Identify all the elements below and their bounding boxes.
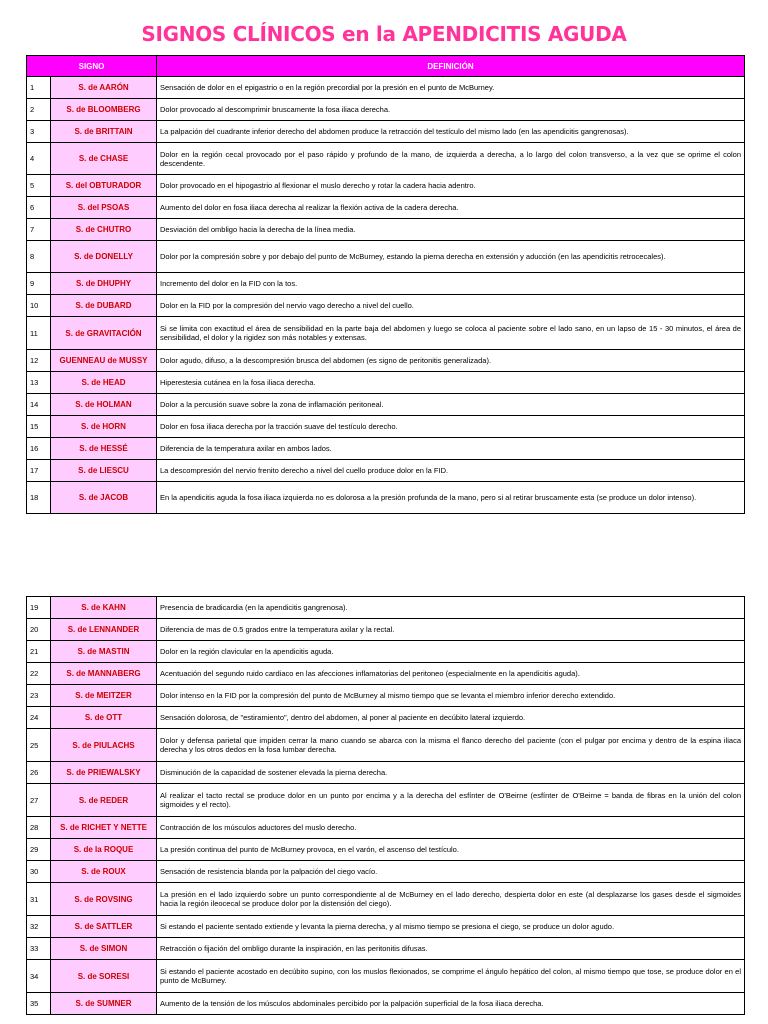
table-row: [27, 143, 745, 175]
sign-name: S. de AARÓN: [51, 77, 157, 99]
sign-definition: Al realizar el tacto rectal se produce dolor en un punto por encima y a la derecha del esfínter de O'Beirne (esfínter de O'Beirne = banda de fibras en la unión del colon sigmoides y el recto).: [157, 784, 745, 817]
sign-definition: Dolor por la compresión sobre y por debajo del punto de McBurney, estando la pierna derecha en extensión y aducción (en las apendicitis retrocecales).: [157, 241, 745, 273]
sign-name: S. de MASTIN: [51, 641, 157, 663]
sign-name: S. de MEITZER: [51, 685, 157, 707]
row-number: 16: [27, 438, 51, 460]
table-row: [27, 438, 745, 460]
row-number: 5: [27, 175, 51, 197]
sign-name: S. de CHUTRO: [51, 219, 157, 241]
sign-definition: Dolor provocado al descomprimir bruscamente la fosa iliaca derecha.: [157, 99, 745, 121]
header-definicion: DEFINICIÓN: [157, 56, 745, 77]
table-row: [27, 197, 745, 219]
table-row: [27, 175, 745, 197]
table-row: [27, 241, 745, 273]
sign-name: S. de RICHET Y NETTE: [51, 817, 157, 839]
row-number: 11: [27, 317, 51, 350]
sign-name: S. de DUBARD: [51, 295, 157, 317]
table-row: [27, 295, 745, 317]
row-number: 31: [27, 883, 51, 916]
row-number: 33: [27, 938, 51, 960]
table-row: [27, 619, 745, 641]
sign-name: GUENNEAU de MUSSY: [51, 350, 157, 372]
sign-definition: Retracción o fijación del ombligo durante la inspiración, en las peritonitis difusas.: [157, 938, 745, 960]
row-number: 15: [27, 416, 51, 438]
sign-definition: Dolor en la región clavicular en la apendicitis aguda.: [157, 641, 745, 663]
sign-definition: Contracción de los músculos aductores del muslo derecho.: [157, 817, 745, 839]
row-number: 14: [27, 394, 51, 416]
page-title: SIGNOS CLÍNICOS en la APENDICITIS AGUDA: [141, 22, 627, 46]
row-number: 27: [27, 784, 51, 817]
sign-name: S. de DONELLY: [51, 241, 157, 273]
row-number: 28: [27, 817, 51, 839]
sign-name: S. de DHUPHY: [51, 273, 157, 295]
sign-definition: Aumento de la tensión de los músculos abdominales percibido por la palpación superficial de la fosa iliaca derecha.: [157, 993, 745, 1015]
sign-name: S. de HESSÉ: [51, 438, 157, 460]
sign-definition: La descompresión del nervio frenito derecho a nivel del cuello produce dolor en la FID.: [157, 460, 745, 482]
sign-definition: Hiperestesia cutánea en la fosa iliaca derecha.: [157, 372, 745, 394]
sign-definition: Dolor intenso en la FID por la compresión del punto de McBurney al mismo tiempo que se levanta el miembro inferior derecho extendido.: [157, 685, 745, 707]
table-row: [27, 641, 745, 663]
row-number: 24: [27, 707, 51, 729]
table-row: [27, 663, 745, 685]
sign-name: S. del OBTURADOR: [51, 175, 157, 197]
row-number: 1: [27, 77, 51, 99]
table-row: [27, 597, 745, 619]
sign-definition: Dolor en la región cecal provocado por el paso rápido y profundo de la mano, de izquierda a derecha, a lo largo del colon transverso, a la vez que se oprime el colon descendente.: [157, 143, 745, 175]
signs-table-1-body: [27, 77, 745, 514]
sign-name: S. de HOLMAN: [51, 394, 157, 416]
sign-definition: La presión continua del punto de McBurney provoca, en el varón, el ascenso del testículo.: [157, 839, 745, 861]
sign-definition: Dolor y defensa parietal que impiden cerrar la mano cuando se abarca con la misma el flanco derecho del paciente (con el pulgar por encima y dentro de la espina iliaca derecha y los otros dedos en la fosa lumbar derecha.: [157, 729, 745, 762]
sign-name: S. de HEAD: [51, 372, 157, 394]
row-number: 29: [27, 839, 51, 861]
sign-definition: Dolor a la percusión suave sobre la zona de inflamación peritoneal.: [157, 394, 745, 416]
row-number: 30: [27, 861, 51, 883]
row-number: 19: [27, 597, 51, 619]
sign-definition: Si estando el paciente sentado extiende y levanta la pierna derecha, y al mismo tiempo se presiona el ciego, se produce un dolor agudo.: [157, 916, 745, 938]
row-number: 34: [27, 960, 51, 993]
sign-name: S. de HORN: [51, 416, 157, 438]
sign-name: S. de BRITTAIN: [51, 121, 157, 143]
table-row: [27, 219, 745, 241]
table-row: [27, 883, 745, 916]
table-row: [27, 460, 745, 482]
sign-name: S. de PRIEWALSKY: [51, 762, 157, 784]
row-number: 20: [27, 619, 51, 641]
table-row: [27, 394, 745, 416]
table-row: [27, 350, 745, 372]
table-row: [27, 372, 745, 394]
sign-definition: Dolor en la FID por la compresión del nervio vago derecho a nivel del cuello.: [157, 295, 745, 317]
row-number: 22: [27, 663, 51, 685]
row-number: 10: [27, 295, 51, 317]
table-row: [27, 77, 745, 99]
table-row: [27, 784, 745, 817]
table-row: [27, 273, 745, 295]
sign-definition: Dolor en fosa iliaca derecha por la tracción suave del testículo derecho.: [157, 416, 745, 438]
row-number: 4: [27, 143, 51, 175]
sign-name: S. de LIESCU: [51, 460, 157, 482]
sign-name: S. de GRAVITACIÓN: [51, 317, 157, 350]
sign-definition: Dolor provocado en el hipogastrio al flexionar el muslo derecho y rotar la cadera hacia adentro.: [157, 175, 745, 197]
sign-name: S. de MANNABERG: [51, 663, 157, 685]
sign-definition: La presión en el lado izquierdo sobre un punto correspondiente al de McBurney en el lado derecho, despierta dolor en este (al desplazarse los gases desde el sigmoides hacia la región ileocecal se produce dolor por la distensión del ciego).: [157, 883, 745, 916]
signs-table-2-body: [27, 597, 745, 1015]
sign-name: S. de SORESI: [51, 960, 157, 993]
table-row: [27, 817, 745, 839]
row-number: 7: [27, 219, 51, 241]
sign-name: S. de ROUX: [51, 861, 157, 883]
row-number: 26: [27, 762, 51, 784]
sign-definition: Dolor agudo, difuso, a la descompresión brusca del abdomen (es signo de peritonitis generalizada).: [157, 350, 745, 372]
table-row: [27, 685, 745, 707]
row-number: 17: [27, 460, 51, 482]
row-number: 2: [27, 99, 51, 121]
signs-table-2: [26, 596, 745, 1015]
sign-name: S. de KAHN: [51, 597, 157, 619]
row-number: 8: [27, 241, 51, 273]
table-row: [27, 707, 745, 729]
table-row: [27, 482, 745, 514]
sign-definition: La palpación del cuadrante inferior derecho del abdomen produce la retracción del testículo del mismo lado (en las apendicitis gangrenosas).: [157, 121, 745, 143]
table-row: [27, 317, 745, 350]
sign-definition: Sensación de dolor en el epigastrio o en la región precordial por la presión en el punto de McBurney.: [157, 77, 745, 99]
sign-definition: Desviación del ombligo hacia la derecha de la línea media.: [157, 219, 745, 241]
sign-name: S. de SUMNER: [51, 993, 157, 1015]
sign-name: S. de SIMON: [51, 938, 157, 960]
sign-definition: Sensación de resistencia blanda por la palpación del ciego vacío.: [157, 861, 745, 883]
sign-name: S. de JACOB: [51, 482, 157, 514]
table-row: [27, 762, 745, 784]
table-row: [27, 99, 745, 121]
table-row: [27, 729, 745, 762]
row-number: 35: [27, 993, 51, 1015]
table-row: [27, 938, 745, 960]
row-number: 32: [27, 916, 51, 938]
sign-name: S. de SATTLER: [51, 916, 157, 938]
sign-name: S. de BLOOMBERG: [51, 99, 157, 121]
row-number: 12: [27, 350, 51, 372]
sign-definition: Presencia de bradicardia (en la apendicitis gangrenosa).: [157, 597, 745, 619]
table-row: [27, 416, 745, 438]
row-number: 3: [27, 121, 51, 143]
row-number: 6: [27, 197, 51, 219]
table-row: [27, 839, 745, 861]
table-row: [27, 121, 745, 143]
row-number: 13: [27, 372, 51, 394]
sign-name: S. del PSOAS: [51, 197, 157, 219]
sign-definition: Incremento del dolor en la FID con la tos.: [157, 273, 745, 295]
sign-definition: Diferencia de la temperatura axilar en ambos lados.: [157, 438, 745, 460]
table-row: [27, 916, 745, 938]
sign-definition: Sensación dolorosa, de "estiramiento", dentro del abdomen, al poner al paciente en decúbito lateral izquierdo.: [157, 707, 745, 729]
row-number: 25: [27, 729, 51, 762]
sign-definition: Disminución de la capacidad de sostener elevada la pierna derecha.: [157, 762, 745, 784]
sign-definition: Si se limita con exactitud el área de sensibilidad en la parte baja del abdomen y luego se coloca al paciente sobre el lado sano, en un lapso de 15 - 30 minutos, el área de sensibilidad, el dolor y la rigidez son más notables y extensas.: [157, 317, 745, 350]
row-number: 21: [27, 641, 51, 663]
table-row: [27, 861, 745, 883]
table-row: [27, 960, 745, 993]
sign-definition: Acentuación del segundo ruido cardiaco en las afecciones inflamatorias del peritoneo (especialmente en la apendicitis aguda).: [157, 663, 745, 685]
sign-name: S. de CHASE: [51, 143, 157, 175]
sign-definition: Si estando el paciente acostado en decúbito supino, con los muslos flexionados, se comprime el ángulo hepático del colon, al mismo tiempo que tose, se produce dolor en el punto de McBurney.: [157, 960, 745, 993]
sign-definition: Aumento del dolor en fosa iliaca derecha al realizar la flexión activa de la cadera derecha.: [157, 197, 745, 219]
header-signo: SIGNO: [27, 56, 157, 77]
row-number: 18: [27, 482, 51, 514]
sign-name: S. de REDER: [51, 784, 157, 817]
table-row: [27, 993, 745, 1015]
sign-name: S. de PIULACHS: [51, 729, 157, 762]
sign-name: S. de ROVSING: [51, 883, 157, 916]
row-number: 9: [27, 273, 51, 295]
sign-name: S. de LENNANDER: [51, 619, 157, 641]
sign-name: S. de la ROQUE: [51, 839, 157, 861]
row-number: 23: [27, 685, 51, 707]
signs-table-1: [26, 55, 745, 514]
sign-definition: En la apendicitis aguda la fosa iliaca izquierda no es dolorosa a la presión profunda de la mano, pero si al retirar bruscamente esta (se produce un dolor intenso).: [157, 482, 745, 514]
table-header-row: [27, 56, 745, 77]
sign-definition: Diferencia de mas de 0.5 grados entre la temperatura axilar y la rectal.: [157, 619, 745, 641]
sign-name: S. de OTT: [51, 707, 157, 729]
